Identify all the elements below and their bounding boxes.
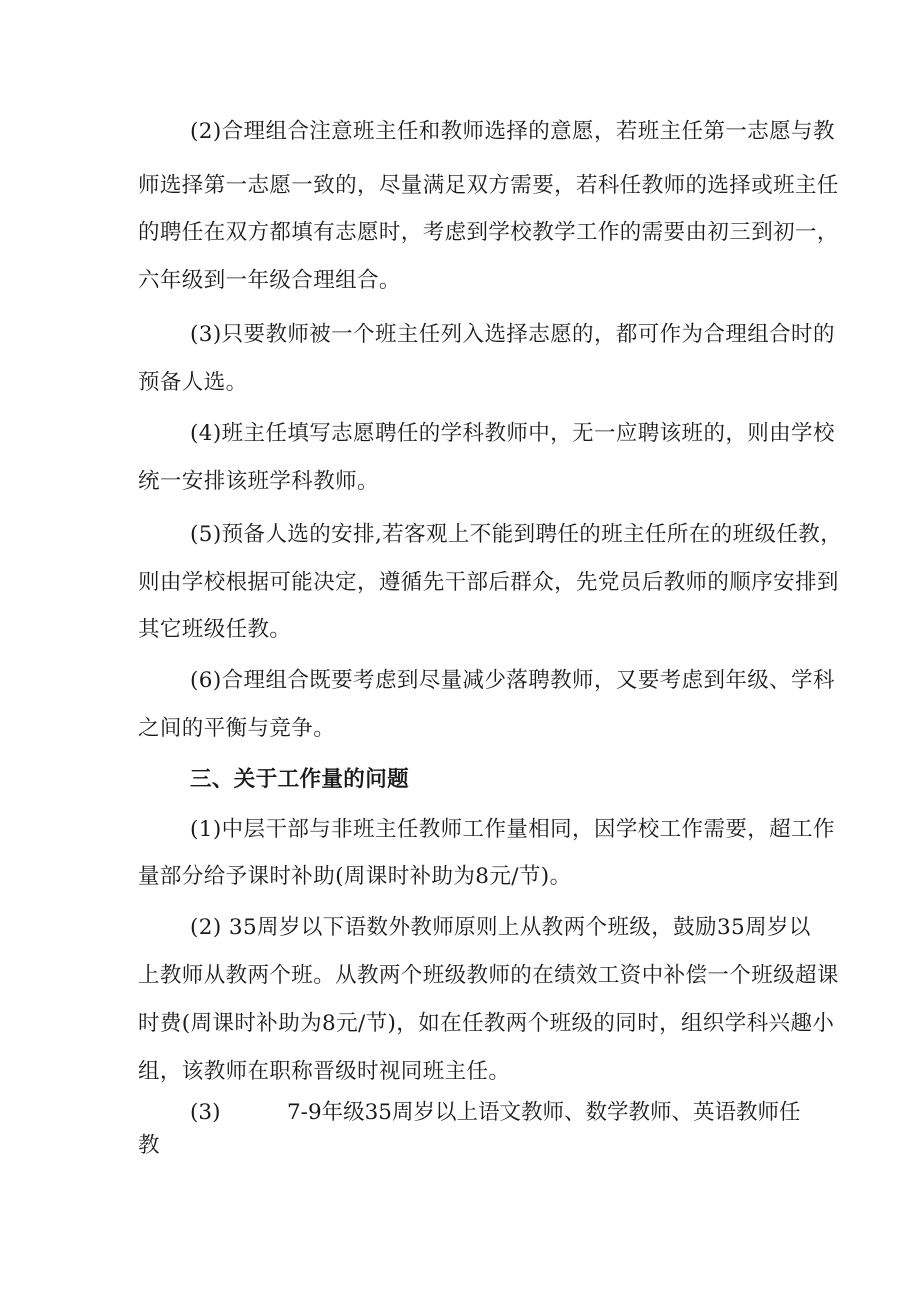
paragraph-6-line-2: 之间的平衡与竞争。 bbox=[138, 716, 336, 741]
paragraph-2-line-4: 六年级到一年级合理组合。 bbox=[138, 268, 401, 293]
workload-item-2-line-4: 组，该教师在职称晋级时视同班主任。 bbox=[138, 1059, 511, 1084]
paragraph-5-line-1: (5)预备人选的安排,若客观上不能到聘任的班主任所在的班级任教， bbox=[190, 522, 843, 547]
paragraph-5-line-3: 其它班级任教。 bbox=[138, 617, 292, 642]
paragraph-3-line-1: (3)只要教师被一个班主任列入选择志愿的，都可作为合理组合时的 bbox=[190, 322, 835, 347]
workload-item-2-line-1: (2) 35周岁以下语数外教师原则上从教两个班级，鼓励35周岁以 bbox=[190, 915, 811, 940]
paragraph-6-line-1: (6)合理组合既要考虑到尽量减少落聘教师，又要考虑到年级、学科 bbox=[190, 668, 835, 693]
paragraph-2-line-2: 师选择第一志愿一致的，尽量满足双方需要，若科任教师的选择或班主任 bbox=[138, 173, 839, 198]
paragraph-5-line-2: 则由学校根据可能决定，遵循先干部后群众，先党员后教师的顺序安排到 bbox=[138, 570, 839, 595]
workload-item-1-line-1: (1)中层干部与非班主任教师工作量相同，因学校工作需要，超工作 bbox=[190, 817, 835, 842]
workload-item-2-line-3: 时费(周课时补助为8元/节)，如在任教两个班级的同时，组织学科兴趣小 bbox=[138, 1011, 835, 1036]
section-heading: 三、关于工作量的问题 bbox=[190, 767, 410, 792]
paragraph-3-line-2: 预备人选。 bbox=[138, 370, 248, 395]
workload-item-2-line-2: 上教师从教两个班。从教两个班级教师的在绩效工资中补偿一个班级超课 bbox=[138, 963, 839, 988]
workload-item-3-line-1: 7-9年级35周岁以上语文教师、数学教师、英语教师任 bbox=[287, 1100, 801, 1125]
workload-item-3-line-2: 教 bbox=[138, 1133, 160, 1158]
workload-item-1-line-2: 量部分给予课时补助(周课时补助为8元/节)。 bbox=[138, 864, 572, 889]
workload-item-3-number: (3) bbox=[190, 1100, 221, 1125]
paragraph-4-line-2: 统一安排该班学科教师。 bbox=[138, 469, 379, 494]
paragraph-2-line-1: (2)合理组合注意班主任和教师选择的意愿，若班主任第一志愿与教 bbox=[190, 119, 835, 144]
paragraph-2-line-3: 的聘任在双方都填有志愿时，考虑到学校教学工作的需要由初三到初一， bbox=[138, 220, 839, 245]
paragraph-4-line-1: (4)班主任填写志愿聘任的学科教师中，无一应聘该班的，则由学校 bbox=[190, 421, 835, 446]
